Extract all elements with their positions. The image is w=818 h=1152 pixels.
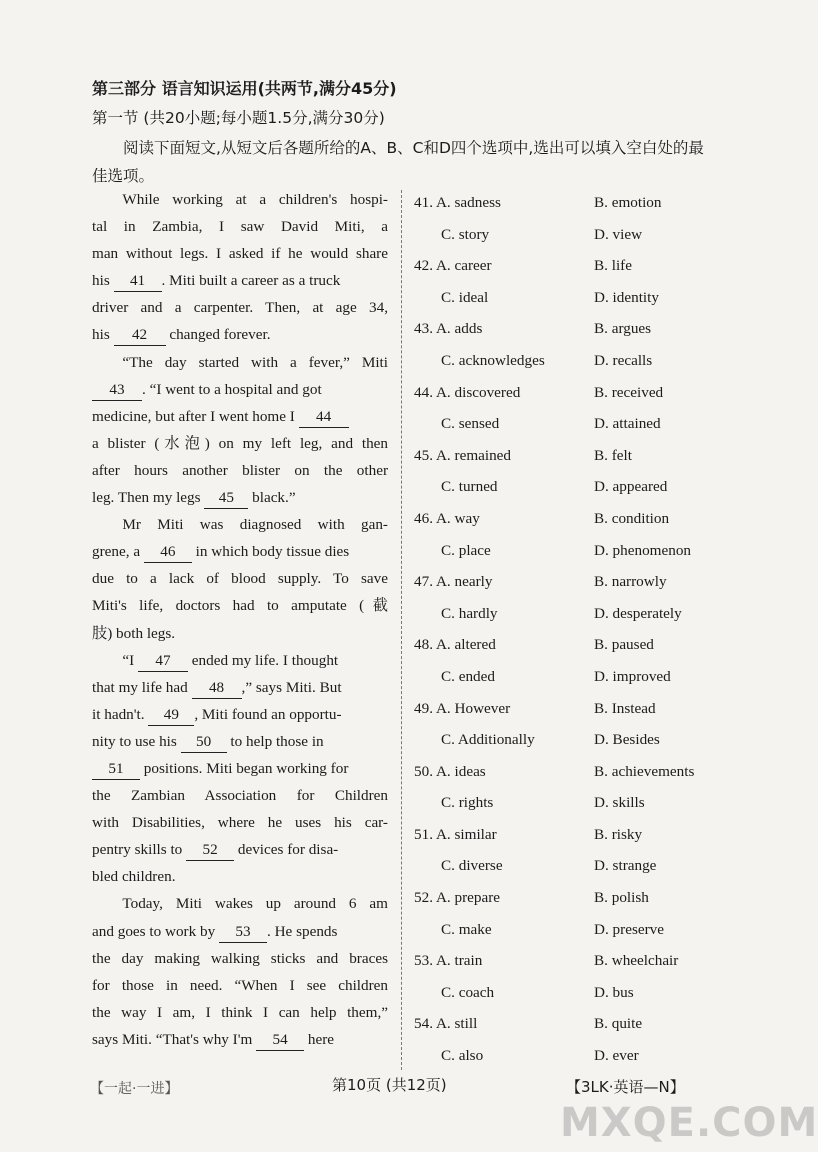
option-47-d[interactable]: D. desperately <box>594 604 682 622</box>
passage-line: that my life had 48 ,” says Miti. But <box>92 674 388 701</box>
question-54-row-2 <box>414 1040 734 1072</box>
passage-line: for those in need. “When I see children <box>92 976 388 994</box>
question-46-row-2 <box>414 535 734 567</box>
blank-42: 42 <box>114 325 166 346</box>
passage-line: the way I am, I think I can help them,” <box>92 1003 388 1021</box>
option-53-d[interactable]: D. bus <box>594 983 634 1001</box>
option-45-d[interactable]: D. appeared <box>594 478 668 496</box>
question-42-row-1 <box>414 250 734 282</box>
passage-line: 51 positions. Miti began working for <box>92 755 388 782</box>
option-54-a[interactable]: 54. A. still <box>414 1015 478 1033</box>
question-41-row-2 <box>414 219 734 251</box>
option-50-a[interactable]: 50. A. ideas <box>414 762 486 780</box>
question-49-row-2 <box>414 724 734 756</box>
option-43-b[interactable]: B. argues <box>594 320 652 338</box>
option-54-b[interactable]: B. quite <box>594 1015 643 1033</box>
question-51-row-1 <box>414 819 734 851</box>
option-44-d[interactable]: D. attained <box>594 415 661 433</box>
blank-52: 52 <box>186 840 234 861</box>
option-48-c[interactable]: C. ended <box>441 667 495 685</box>
passage-line: medicine, but after I went home I 44 <box>92 403 388 430</box>
blank-41: 41 <box>114 271 162 292</box>
option-47-b[interactable]: B. narrowly <box>594 573 667 591</box>
option-52-d[interactable]: D. preserve <box>594 920 664 938</box>
question-50-row-1 <box>414 756 734 788</box>
blank-48: 48 <box>192 678 242 699</box>
option-42-c[interactable]: C. ideal <box>441 288 489 306</box>
option-46-b[interactable]: B. condition <box>594 509 670 527</box>
blank-45: 45 <box>204 488 248 509</box>
blank-44: 44 <box>299 407 349 428</box>
passage-line: pentry skills to 52 devices for disa- <box>92 836 388 863</box>
option-42-a[interactable]: 42. A. career <box>414 257 492 275</box>
option-41-d[interactable]: D. view <box>594 225 643 243</box>
option-54-d[interactable]: D. ever <box>594 1047 639 1065</box>
option-49-b[interactable]: B. Instead <box>594 699 656 717</box>
option-41-c[interactable]: C. story <box>441 225 490 243</box>
option-42-b[interactable]: B. life <box>594 257 632 275</box>
passage-line: the Zambian Association for Children <box>92 787 388 805</box>
option-51-a[interactable]: 51. A. similar <box>414 825 497 843</box>
option-45-a[interactable]: 45. A. remained <box>414 446 512 464</box>
blank-53: 53 <box>219 922 267 943</box>
passage-line: a blister (水泡) on my left leg, and then <box>92 434 388 452</box>
option-45-c[interactable]: C. turned <box>441 478 498 496</box>
option-51-d[interactable]: D. strange <box>594 857 657 875</box>
question-48-row-1 <box>414 629 734 661</box>
option-41-b[interactable]: B. emotion <box>594 194 662 211</box>
question-51-row-2 <box>414 850 734 882</box>
passage-line: with Disabilities, where he uses his car- <box>92 814 388 832</box>
option-50-d[interactable]: D. skills <box>594 794 645 812</box>
option-53-b[interactable]: B. wheelchair <box>594 952 679 970</box>
option-43-d[interactable]: D. recalls <box>594 351 653 369</box>
passage-line: says Miti. “That's why I'm 54 here <box>92 1026 388 1053</box>
passage-line: it hadn't. 49 , Miti found an opportu- <box>92 701 388 728</box>
option-54-c[interactable]: C. also <box>441 1047 484 1065</box>
question-47-row-1 <box>414 566 734 598</box>
passage-line: “The day started with a fever,” Miti <box>122 353 388 371</box>
question-47-row-2 <box>414 598 734 630</box>
footer-stamp: 【一起·一进】 <box>90 1081 179 1097</box>
passage-line: 43 . “I went to a hospital and got <box>92 376 388 403</box>
instructions: 阅读下面短文,从短文后各题所给的A、B、C和D四个选项中,选出可以填入空白处的最佳选项。 <box>92 139 704 185</box>
blank-50: 50 <box>181 732 227 753</box>
option-52-b[interactable]: B. polish <box>594 889 649 907</box>
question-52-row-1 <box>414 882 734 914</box>
question-44-row-1 <box>414 377 734 409</box>
option-52-c[interactable]: C. make <box>441 920 492 938</box>
blank-46: 46 <box>144 542 192 563</box>
passage-line: and goes to work by 53 . He spends <box>92 918 388 945</box>
option-48-d[interactable]: D. improved <box>594 667 671 685</box>
question-53-row-1 <box>414 945 734 977</box>
option-44-a[interactable]: 44. A. discovered <box>414 383 521 401</box>
passage-line: Mr Miti was diagnosed with gan- <box>122 516 388 534</box>
exam-code: 【3LK·英语—N】 <box>566 1078 685 1096</box>
passage-line: man without legs. I asked if he would share <box>92 245 388 263</box>
option-41-a[interactable]: 41. A. sadness <box>414 194 501 211</box>
passage-line: Miti's life, doctors had to amputate (截 <box>92 597 388 615</box>
option-52-a[interactable]: 52. A. prepare <box>414 889 501 907</box>
passage-line: bled children. <box>92 868 176 886</box>
passage-line: Today, Miti wakes up around 6 am <box>122 895 388 913</box>
passage-line: nity to use his 50 to help those in <box>92 728 388 755</box>
option-44-b[interactable]: B. received <box>594 383 664 401</box>
question-42-row-2 <box>414 282 734 314</box>
option-49-c[interactable]: C. Additionally <box>441 731 535 749</box>
passage-line: after hours another blister on the other <box>92 461 388 479</box>
question-50-row-2 <box>414 787 734 819</box>
options-column <box>414 187 734 1072</box>
passage-line: 肢) both legs. <box>92 624 176 642</box>
passage-line: While working at a children's hospi- <box>122 191 388 208</box>
question-45-row-2 <box>414 471 734 503</box>
passage-line: driver and a carpenter. Then, at age 34, <box>92 299 388 317</box>
column-divider <box>401 190 403 1070</box>
option-46-d[interactable]: D. phenomenon <box>594 541 692 559</box>
question-46-row-1 <box>414 503 734 535</box>
passage-line: “I 47 ended my life. I thought <box>92 647 388 674</box>
passage-line: his 41 . Miti built a career as a truck <box>92 267 388 294</box>
question-43-row-1 <box>414 313 734 345</box>
passage <box>92 186 388 1053</box>
option-48-a[interactable]: 48. A. altered <box>414 636 496 654</box>
question-43-row-2 <box>414 345 734 377</box>
blank-49: 49 <box>148 705 194 726</box>
blank-51: 51 <box>92 759 140 780</box>
subsection-title: 第一节 (共20小题;每小题1.5分,满分30分) <box>92 109 385 127</box>
watermark-logo: MXQE.COM <box>560 1100 818 1146</box>
option-46-c[interactable]: C. place <box>441 541 491 559</box>
question-48-row-2 <box>414 661 734 693</box>
passage-line: tal in Zambia, I saw David Miti, a <box>92 218 388 236</box>
option-49-d[interactable]: D. Besides <box>594 731 660 749</box>
question-54-row-1 <box>414 1008 734 1040</box>
question-52-row-2 <box>414 914 734 946</box>
option-46-a[interactable]: 46. A. way <box>414 509 480 527</box>
option-50-b[interactable]: B. achievements <box>594 762 695 780</box>
question-49-row-1 <box>414 693 734 725</box>
option-47-a[interactable]: 47. A. nearly <box>414 573 493 591</box>
option-51-b[interactable]: B. risky <box>594 825 643 843</box>
question-45-row-1 <box>414 440 734 472</box>
option-53-a[interactable]: 53. A. train <box>414 952 483 970</box>
passage-line: grene, a 46 in which body tissue dies <box>92 538 388 565</box>
option-48-b[interactable]: B. paused <box>594 636 654 654</box>
option-53-c[interactable]: C. coach <box>441 983 495 1001</box>
option-49-a[interactable]: 49. A. However <box>414 699 511 717</box>
option-42-d[interactable]: D. identity <box>594 288 659 306</box>
option-50-c[interactable]: C. rights <box>441 794 494 812</box>
page-number: 第10页 (共12页) <box>332 1076 447 1094</box>
option-43-a[interactable]: 43. A. adds <box>414 320 483 338</box>
option-45-b[interactable]: B. felt <box>594 446 632 464</box>
blank-54: 54 <box>256 1030 304 1051</box>
blank-47: 47 <box>138 651 188 672</box>
question-41-row-1 <box>414 187 734 219</box>
option-51-c[interactable]: C. diverse <box>441 857 503 875</box>
question-53-row-2 <box>414 977 734 1009</box>
passage-line: the day making walking sticks and braces <box>92 949 388 967</box>
passage-line: leg. Then my legs 45 black.” <box>92 484 388 511</box>
passage-line: his 42 changed forever. <box>92 321 388 348</box>
passage-line: due to a lack of blood supply. To save <box>92 570 388 588</box>
option-43-c[interactable]: C. acknowledges <box>441 351 545 369</box>
question-44-row-2 <box>414 408 734 440</box>
section-title: 第三部分 语言知识运用(共两节,满分45分) <box>92 79 397 98</box>
blank-43: 43 <box>92 380 142 401</box>
option-47-c[interactable]: C. hardly <box>441 604 498 622</box>
option-44-c[interactable]: C. sensed <box>441 415 500 433</box>
